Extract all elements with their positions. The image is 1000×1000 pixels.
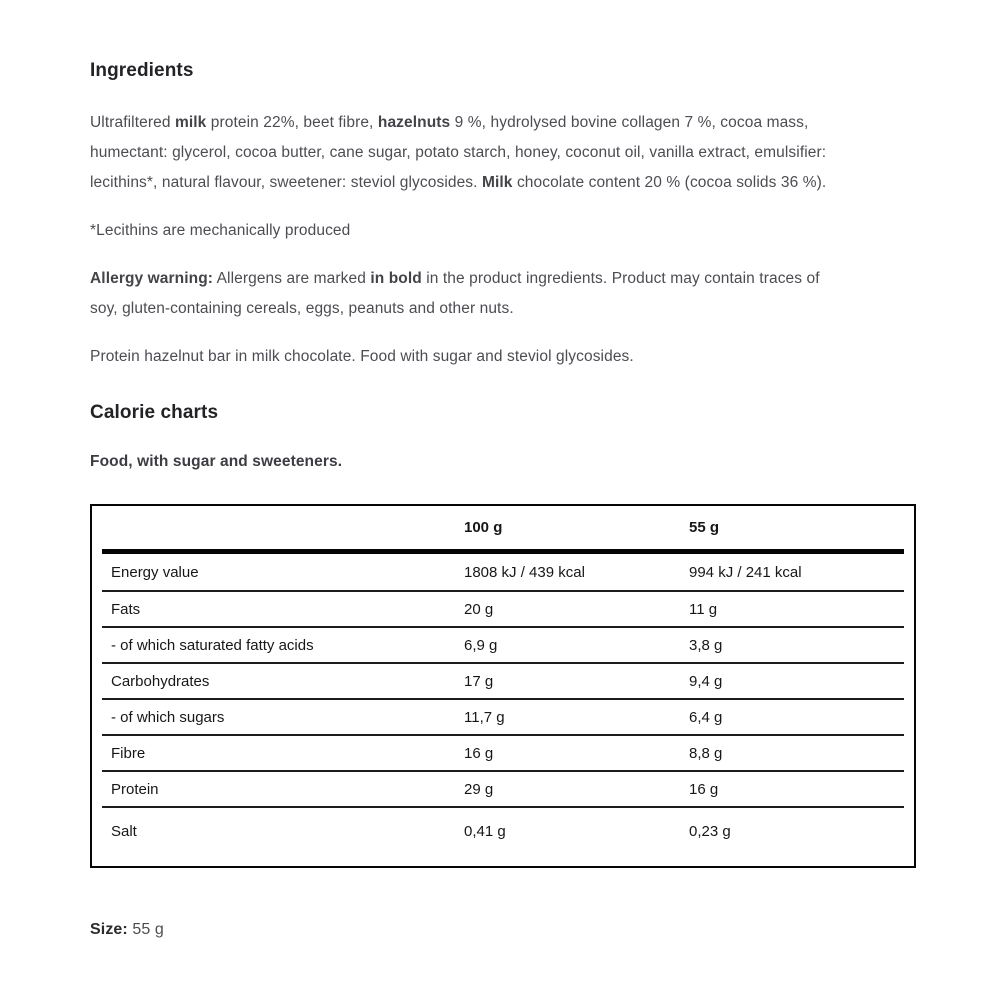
row-label-cell: - of which sugars bbox=[111, 708, 225, 726]
row-value-100g-cell: 17 g bbox=[464, 672, 494, 690]
row-label-cell: Fibre bbox=[111, 744, 146, 762]
row-label-cell: Fats bbox=[111, 600, 141, 618]
table-row bbox=[102, 628, 904, 664]
bold-text-run: Milk bbox=[481, 174, 513, 191]
text-run: humectant: glycerol, cocoa butter, cane sugar, potato starch, honey, coconut oil, vanilla extract, emulsifier: bbox=[90, 144, 827, 161]
allergy-warning-paragraph bbox=[90, 264, 918, 324]
row-value-55g-cell: 3,8 g bbox=[689, 636, 723, 654]
table-row bbox=[102, 772, 904, 808]
row-value-55g-cell: 9,4 g bbox=[689, 672, 723, 690]
table-row bbox=[102, 664, 904, 700]
row-label-cell: Energy value bbox=[111, 563, 199, 581]
row-value-100g-cell: 11,7 g bbox=[464, 708, 505, 726]
nutrition-table bbox=[90, 504, 916, 868]
nutrition-table-header-row bbox=[102, 506, 904, 554]
row-value-55g-cell: 6,4 g bbox=[689, 708, 723, 726]
row-label-cell: Carbohydrates bbox=[111, 672, 210, 690]
table-row bbox=[102, 592, 904, 628]
header-55g-cell: 55 g bbox=[689, 519, 720, 536]
table-row bbox=[102, 554, 904, 592]
text-run: lecithins*, natural flavour, sweetener: steviol glycosides. bbox=[90, 174, 482, 191]
text-run: in the product ingredients. Product may contain traces of bbox=[421, 270, 820, 287]
table-row bbox=[102, 808, 904, 854]
text-run: Ultrafiltered bbox=[90, 114, 175, 131]
nutrition-table-body bbox=[102, 554, 904, 854]
text-run: protein 22%, beet fibre, bbox=[206, 114, 378, 131]
row-value-100g-cell: 1808 kJ / 439 kcal bbox=[464, 563, 585, 581]
product-description: Protein hazelnut bar in milk chocolate. Food with sugar and steviol glycosides. bbox=[90, 348, 634, 365]
text-run: 9 %, hydrolysed bovine collagen 7 %, cocoa mass, bbox=[450, 114, 809, 131]
ingredients-paragraph bbox=[90, 108, 918, 198]
row-value-100g-cell: 29 g bbox=[464, 780, 494, 798]
row-value-100g-cell: 20 g bbox=[464, 600, 494, 618]
row-label-cell: Salt bbox=[111, 822, 137, 840]
bold-text-run: Allergy warning: bbox=[90, 270, 214, 287]
bold-text-run: in bold bbox=[370, 270, 422, 287]
bold-text-run: hazelnuts bbox=[377, 114, 451, 131]
row-label-cell: - of which saturated fatty acids bbox=[111, 636, 314, 654]
text-run: Allergens are marked bbox=[213, 270, 371, 287]
ingredients-heading: Ingredients bbox=[90, 60, 194, 81]
calorie-charts-heading: Calorie charts bbox=[90, 402, 219, 423]
row-value-100g-cell: 6,9 g bbox=[464, 636, 498, 654]
table-row bbox=[102, 700, 904, 736]
header-100g-cell: 100 g bbox=[464, 519, 503, 536]
size-line bbox=[90, 918, 918, 942]
row-value-55g-cell: 8,8 g bbox=[689, 744, 723, 762]
row-label-cell: Protein bbox=[111, 780, 159, 798]
text-run: soy, gluten-containing cereals, eggs, peanuts and other nuts. bbox=[90, 300, 514, 317]
size-value: 55 g bbox=[127, 921, 164, 938]
row-value-55g-cell: 0,23 g bbox=[689, 822, 731, 840]
text-run: chocolate content 20 % (cocoa solids 36 %). bbox=[512, 174, 827, 191]
lecithin-note: *Lecithins are mechanically produced bbox=[90, 222, 351, 239]
row-value-55g-cell: 11 g bbox=[689, 600, 718, 618]
table-row bbox=[102, 736, 904, 772]
calorie-charts-subheading: Food, with sugar and sweeteners. bbox=[90, 453, 343, 470]
row-value-55g-cell: 994 kJ / 241 kcal bbox=[689, 563, 802, 581]
row-value-100g-cell: 0,41 g bbox=[464, 822, 506, 840]
bold-text-run: milk bbox=[174, 114, 207, 131]
row-value-55g-cell: 16 g bbox=[689, 780, 719, 798]
row-value-100g-cell: 16 g bbox=[464, 744, 494, 762]
size-label: Size: bbox=[90, 921, 128, 938]
